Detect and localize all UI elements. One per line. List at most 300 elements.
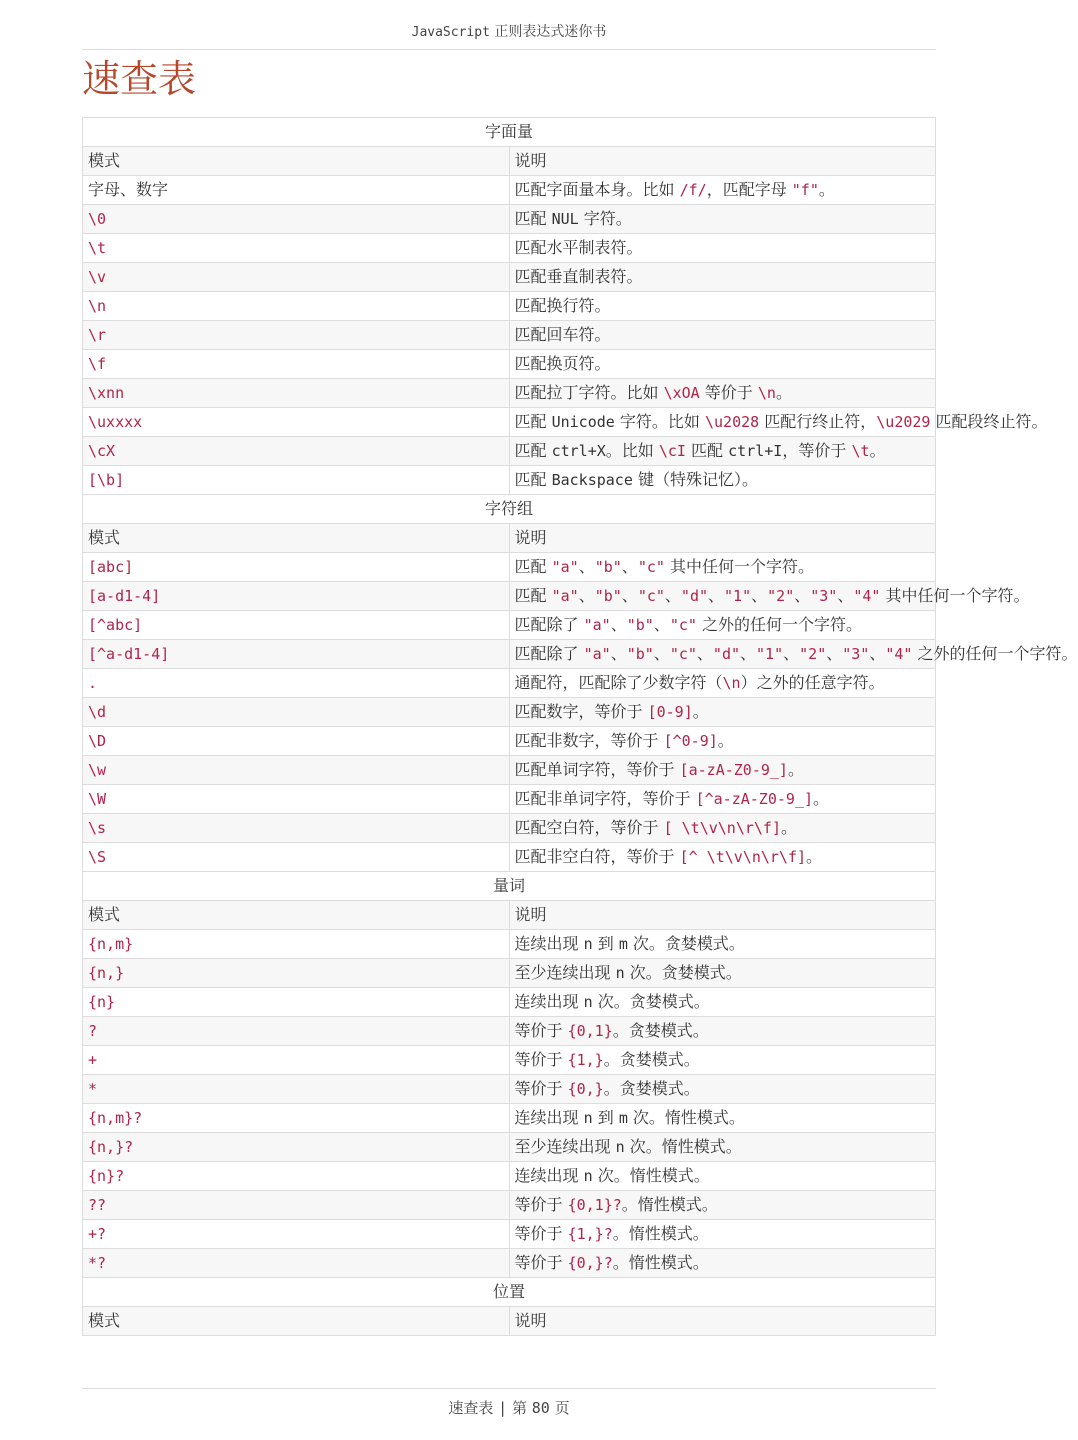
code-token: ?? [88, 1196, 107, 1214]
text-run: 匹配 [514, 441, 552, 460]
code-token: "4" [885, 645, 913, 663]
text-run: 字符。 [578, 209, 632, 228]
code-token: "a" [551, 558, 579, 576]
table-row [83, 814, 936, 843]
code-token: \uxxxx [88, 413, 143, 431]
text-run: ，等价于 [782, 441, 852, 460]
code-token: {0,} [567, 1080, 604, 1098]
text-run: 等价于 [514, 1079, 568, 1098]
text-run: 。 [717, 731, 734, 750]
code-token: \s [88, 819, 107, 837]
description-cell [509, 379, 936, 408]
description-cell [509, 930, 936, 959]
pattern-cell [83, 437, 510, 466]
table-row [83, 785, 936, 814]
text-run: 匹配垂直制表符。 [514, 267, 643, 286]
pattern-cell [83, 553, 510, 582]
text-run: 次。惰性模式。 [592, 1166, 710, 1185]
code-token: n [583, 993, 593, 1011]
column-header-pattern: 模式 [83, 147, 510, 176]
text-run: 、 [751, 586, 768, 605]
code-token: "f" [791, 181, 819, 199]
text-run: 、 [708, 586, 725, 605]
table-row [83, 379, 936, 408]
pattern-cell [83, 727, 510, 756]
text-run: 、 [610, 615, 627, 634]
text-run: 至少连续出现 [514, 963, 616, 982]
description-cell [509, 263, 936, 292]
text-run: 到 [592, 1108, 619, 1127]
code-token: \xOA [663, 384, 700, 402]
section-title: 位置 [83, 1278, 936, 1307]
text-run: 匹配 [685, 441, 729, 460]
code-token: m [618, 935, 628, 953]
code-token: \D [88, 732, 107, 750]
table-row [83, 350, 936, 379]
text-run: 、 [621, 557, 638, 576]
text-run: 、 [621, 586, 638, 605]
section-title: 字面量 [83, 118, 936, 147]
code-token: [^a-d1-4] [88, 645, 170, 663]
code-token: \d [88, 703, 107, 721]
column-header-description: 说明 [509, 901, 936, 930]
text-run: 、 [869, 644, 886, 663]
code-token: {n,}? [88, 1138, 134, 1156]
code-token: {n,} [88, 964, 125, 982]
text-run: 连续出现 [514, 1108, 584, 1127]
pattern-cell [83, 843, 510, 872]
code-token: \u2028 [705, 413, 760, 431]
code-token: {n,m}? [88, 1109, 143, 1127]
code-token: {n}? [88, 1167, 125, 1185]
text-run: 之外的任何一个字符。 [696, 615, 862, 634]
description-cell [509, 756, 936, 785]
text-run: 匹配拉丁字符。比如 [514, 383, 664, 402]
description-cell [509, 1104, 936, 1133]
description-cell [509, 321, 936, 350]
table-row [83, 1017, 936, 1046]
text-run: 其中任何一个字符。 [664, 557, 814, 576]
table-row [83, 1133, 936, 1162]
table-row [83, 1046, 936, 1075]
code-token: \0 [88, 210, 107, 228]
description-cell [509, 1249, 936, 1278]
code-token: ctrl+X [551, 442, 606, 460]
table-row [83, 698, 936, 727]
table-row [83, 292, 936, 321]
code-token: [abc] [88, 558, 134, 576]
code-token: "1" [724, 587, 752, 605]
code-token: \cX [88, 442, 116, 460]
text-run: 匹配单词字符，等价于 [514, 760, 680, 779]
text-run: 匹配 [514, 557, 552, 576]
description-cell [509, 408, 1048, 437]
code-token: Backspace [551, 471, 633, 489]
code-token: "c" [637, 558, 665, 576]
pattern-cell [83, 176, 510, 205]
text-run: 次。惰性模式。 [627, 1108, 745, 1127]
section-title: 量词 [83, 872, 936, 901]
footer-page-number: 80 [531, 1399, 550, 1417]
table-row [83, 669, 936, 698]
code-token: "a" [551, 587, 579, 605]
section-header-row [83, 1278, 936, 1307]
code-token: n [583, 1109, 593, 1127]
pattern-cell [83, 1104, 510, 1133]
column-header-pattern: 模式 [83, 1307, 510, 1336]
section-header-row [83, 872, 936, 901]
text-run: 匹配回车符。 [514, 325, 611, 344]
running-header [82, 14, 936, 50]
description-cell [509, 988, 936, 1017]
code-token: "2" [799, 645, 827, 663]
code-token: ? [88, 1022, 98, 1040]
cheatsheet-body [83, 118, 1078, 1336]
text-run: 。 [806, 847, 823, 866]
table-row [83, 611, 936, 640]
code-token: \S [88, 848, 107, 866]
code-token: "d" [712, 645, 741, 663]
text-run: 。贪婪模式。 [603, 1050, 700, 1069]
header-book-title-text: 正则表达式迷你书 [494, 24, 607, 40]
text-run: 匹配 [514, 586, 552, 605]
text-run: 其中任何一个字符。 [880, 586, 1030, 605]
section-title: 字符组 [83, 495, 936, 524]
code-token: {0,1}? [567, 1196, 622, 1214]
text-run: 匹配换行符。 [514, 296, 611, 315]
code-token: \n [88, 297, 107, 315]
text-run: 匹配非数字，等价于 [514, 731, 664, 750]
table-row [83, 959, 936, 988]
text-run: 匹配行终止符， [759, 412, 877, 431]
text-run: 。 [818, 180, 835, 199]
text-run: 字母、数字 [88, 180, 169, 199]
description-cell [509, 350, 936, 379]
text-run: 。贪婪模式。 [612, 1021, 709, 1040]
code-token: "c" [669, 645, 697, 663]
header-book-title-code: JavaScript [411, 25, 490, 40]
pattern-cell [83, 756, 510, 785]
footer-page-prefix: 第 [511, 1399, 527, 1417]
pattern-cell [83, 466, 510, 495]
pattern-cell [83, 1249, 510, 1278]
pattern-cell [83, 321, 510, 350]
description-cell [509, 1162, 936, 1191]
description-cell [509, 437, 936, 466]
description-cell [509, 1046, 936, 1075]
table-row [83, 205, 936, 234]
text-run: 。 [813, 789, 830, 808]
description-cell [509, 1220, 936, 1249]
description-cell [509, 959, 936, 988]
code-token: "4" [853, 587, 881, 605]
column-header-pattern: 模式 [83, 524, 510, 553]
code-token: [ \t\v\n\r\f] [663, 819, 781, 837]
description-cell [509, 814, 936, 843]
code-token: "1" [756, 645, 784, 663]
code-token: \r [88, 326, 107, 344]
table-row [83, 263, 936, 292]
code-token: \n [757, 384, 776, 402]
code-token: \t [851, 442, 870, 460]
text-run: 到 [592, 934, 619, 953]
code-token: [^0-9] [663, 732, 718, 750]
text-run: 连续出现 [514, 934, 584, 953]
description-cell [509, 611, 936, 640]
text-run: 通配符，匹配除了少数字符（ [514, 673, 723, 692]
pattern-cell [83, 350, 510, 379]
text-run: 匹配 [514, 470, 552, 489]
pattern-cell [83, 1075, 510, 1104]
table-row [83, 1249, 936, 1278]
text-run: 。 [781, 818, 798, 837]
code-token: \v [88, 268, 107, 286]
text-run: 、 [578, 586, 595, 605]
text-run: 。 [775, 383, 792, 402]
text-run: ）之外的任意字符。 [740, 673, 885, 692]
code-token: *? [88, 1254, 107, 1272]
code-token: \w [88, 761, 107, 779]
code-token: "a" [583, 645, 611, 663]
pattern-cell [83, 785, 510, 814]
description-cell [509, 669, 936, 698]
description-cell [509, 1075, 936, 1104]
text-run: 匹配除了 [514, 644, 584, 663]
code-token: {1,}? [567, 1225, 613, 1243]
code-token: [^a-zA-Z0-9_] [695, 790, 813, 808]
code-token: /f/ [679, 181, 707, 199]
text-run: 。惰性模式。 [612, 1224, 709, 1243]
code-token: "b" [594, 587, 622, 605]
code-token: ctrl+I [728, 442, 783, 460]
table-row [83, 1220, 936, 1249]
code-token: [\b] [88, 471, 125, 489]
page-title: 速查表 [82, 57, 197, 101]
code-token: + [88, 1051, 98, 1069]
pattern-cell [83, 1162, 510, 1191]
text-run: 匹配 [514, 412, 552, 431]
table-row [83, 930, 936, 959]
description-cell [509, 582, 1030, 611]
text-run: 。惰性模式。 [612, 1253, 709, 1272]
code-token: n [615, 964, 625, 982]
code-token: {1,} [567, 1051, 604, 1069]
code-token: \t [88, 239, 107, 257]
description-cell [509, 1191, 936, 1220]
column-header-pattern: 模式 [83, 901, 510, 930]
text-run: 、 [653, 615, 670, 634]
table-row [83, 843, 936, 872]
text-run: 键（特殊记忆）。 [632, 470, 758, 489]
section-header-row [83, 118, 936, 147]
section-header-row [83, 495, 936, 524]
text-run: ，匹配字母 [706, 180, 792, 199]
text-run: 等价于 [514, 1021, 568, 1040]
code-token: {n} [88, 993, 116, 1011]
text-run: 匹配段终止符。 [930, 412, 1048, 431]
code-token: \n [722, 674, 741, 692]
code-token: n [615, 1138, 625, 1156]
column-header-description: 说明 [509, 524, 936, 553]
text-run: 。惰性模式。 [621, 1195, 718, 1214]
description-cell [509, 640, 1078, 669]
description-cell [509, 234, 936, 263]
pattern-cell [83, 1133, 510, 1162]
pattern-cell [83, 1017, 510, 1046]
pattern-cell [83, 1046, 510, 1075]
pattern-cell [83, 379, 510, 408]
pattern-cell [83, 930, 510, 959]
description-cell [509, 698, 936, 727]
footer-separator: | [498, 1399, 508, 1417]
text-run: 、 [826, 644, 843, 663]
page-footer [82, 1388, 936, 1428]
code-token: "d" [680, 587, 709, 605]
text-run: 。贪婪模式。 [603, 1079, 700, 1098]
text-run: 次。贪婪模式。 [592, 992, 710, 1011]
table-row [83, 1191, 936, 1220]
code-token: "a" [583, 616, 611, 634]
description-cell [509, 205, 936, 234]
text-run: 、 [794, 586, 811, 605]
pattern-cell [83, 1191, 510, 1220]
text-run: 、 [837, 586, 854, 605]
description-cell [509, 727, 936, 756]
text-run: 、 [664, 586, 681, 605]
code-token: [^abc] [88, 616, 143, 634]
table-row [83, 727, 936, 756]
code-token: n [583, 1167, 593, 1185]
text-run: 。 [692, 702, 709, 721]
text-run: 至少连续出现 [514, 1137, 616, 1156]
description-cell [509, 292, 936, 321]
code-token: \W [88, 790, 107, 808]
footer-page-suffix: 页 [554, 1399, 570, 1417]
description-cell [509, 1017, 936, 1046]
text-run: 次。惰性模式。 [624, 1137, 742, 1156]
code-token: "c" [637, 587, 665, 605]
column-header-description: 说明 [509, 1307, 936, 1336]
pattern-cell [83, 698, 510, 727]
code-token: "c" [669, 616, 697, 634]
text-run: 匹配非空白符，等价于 [514, 847, 680, 866]
text-run: 匹配换页符。 [514, 354, 611, 373]
pattern-cell [83, 959, 510, 988]
table-row [83, 1162, 936, 1191]
code-token: "b" [626, 616, 654, 634]
text-run: 之外的任何一个字符。 [912, 644, 1078, 663]
table-row [83, 466, 936, 495]
text-run: 等价于 [514, 1253, 568, 1272]
text-run: 匹配 [514, 209, 552, 228]
table-row [83, 408, 936, 437]
table-row [83, 1075, 936, 1104]
text-run: 匹配数字，等价于 [514, 702, 648, 721]
pattern-cell [83, 611, 510, 640]
description-cell [509, 553, 936, 582]
code-token: [a-zA-Z0-9_] [679, 761, 788, 779]
text-run: 等价于 [699, 383, 758, 402]
text-run: 匹配非单词字符，等价于 [514, 789, 696, 808]
code-token: "2" [767, 587, 795, 605]
pattern-cell [83, 205, 510, 234]
text-run: 、 [783, 644, 800, 663]
text-run: 等价于 [514, 1224, 568, 1243]
text-run: 。 [869, 441, 886, 460]
column-header-description: 说明 [509, 147, 936, 176]
table-row [83, 1104, 936, 1133]
description-cell [509, 466, 936, 495]
text-run: 等价于 [514, 1050, 568, 1069]
text-run: 匹配空白符，等价于 [514, 818, 664, 837]
pattern-cell [83, 669, 510, 698]
table-row [83, 640, 936, 669]
pattern-cell [83, 988, 510, 1017]
pattern-cell [83, 1220, 510, 1249]
code-token: "3" [842, 645, 870, 663]
pattern-cell [83, 640, 510, 669]
text-run: 等价于 [514, 1195, 568, 1214]
text-run: 、 [610, 644, 627, 663]
table-row [83, 321, 936, 350]
code-token: "3" [810, 587, 838, 605]
code-token: \u2029 [876, 413, 931, 431]
column-header-row [83, 901, 936, 930]
column-header-row [83, 1307, 936, 1336]
text-run: 、 [578, 557, 595, 576]
code-token: "b" [594, 558, 622, 576]
pattern-cell [83, 408, 510, 437]
code-token: [0-9] [647, 703, 693, 721]
description-cell [509, 1133, 936, 1162]
code-token: \f [88, 355, 107, 373]
code-token: [a-d1-4] [88, 587, 161, 605]
cheatsheet-table [82, 117, 1078, 1336]
table-row [83, 988, 936, 1017]
code-token: {0,1} [567, 1022, 613, 1040]
text-run: 匹配除了 [514, 615, 584, 634]
pattern-cell [83, 263, 510, 292]
text-run: 。 [787, 760, 804, 779]
text-run: 、 [653, 644, 670, 663]
code-token: \cI [658, 442, 686, 460]
description-cell [509, 843, 936, 872]
code-token: \xnn [88, 384, 125, 402]
description-cell [509, 785, 936, 814]
text-run: 匹配字面量本身。比如 [514, 180, 680, 199]
column-header-row [83, 524, 936, 553]
text-run: 。比如 [605, 441, 659, 460]
code-token: . [88, 674, 98, 692]
code-token: {0,}? [567, 1254, 613, 1272]
text-run: 次。贪婪模式。 [627, 934, 745, 953]
text-run: 次。贪婪模式。 [624, 963, 742, 982]
pattern-cell [83, 814, 510, 843]
table-row [83, 553, 936, 582]
table-row [83, 437, 936, 466]
text-run: 匹配水平制表符。 [514, 238, 643, 257]
code-token: +? [88, 1225, 107, 1243]
text-run: 、 [696, 644, 713, 663]
table-row [83, 234, 936, 263]
text-run: 连续出现 [514, 992, 584, 1011]
text-run: 、 [740, 644, 757, 663]
code-token: m [618, 1109, 628, 1127]
description-cell [509, 176, 936, 205]
footer-section: 速查表 [448, 1399, 494, 1417]
column-header-row [83, 147, 936, 176]
table-row [83, 176, 936, 205]
